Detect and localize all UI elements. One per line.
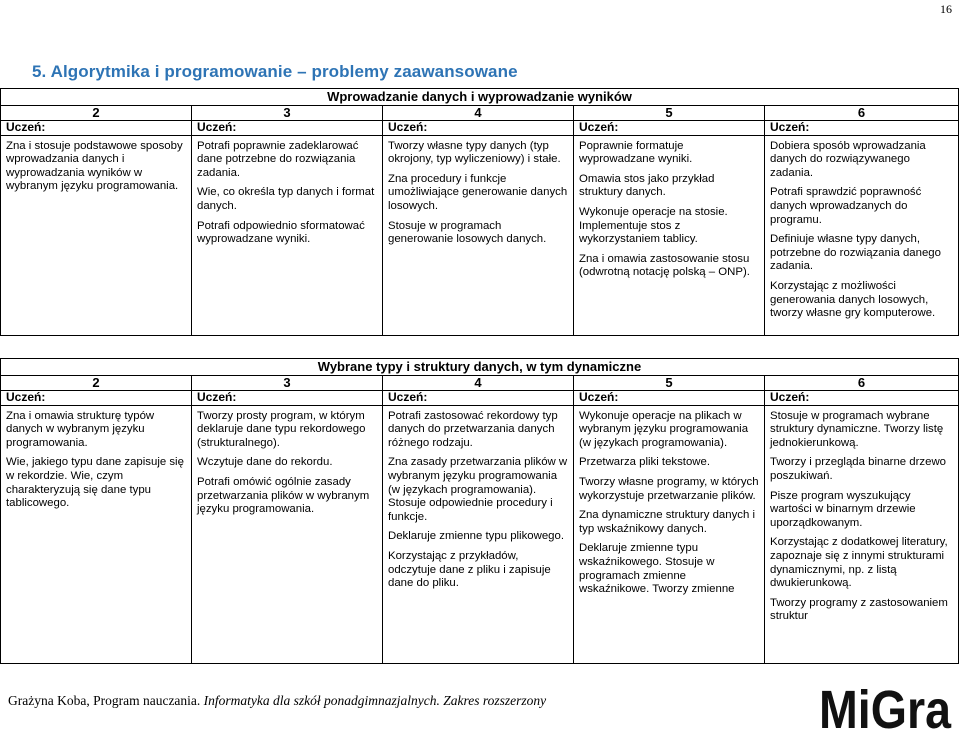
grade-header: 5 [574,105,765,120]
grade-header: 2 [1,105,192,120]
grade-header: 5 [574,375,765,390]
grade-header: 6 [765,375,959,390]
requirement-text: Zna zasady przetwarzania plików w wybranym języku programowania (w językach programowania). Stosuje odpowiednie procedury i funkcje. [388,456,568,523]
requirement-text: Potrafi omówić ogólnie zasady przetwarzania plików w wybranym języku programowania. [197,475,370,516]
requirement-text: Tworzy prosty program, w którym deklaruje dane typu rekordowego (strukturalnego). [197,409,366,449]
requirement-text: Wykonuje operacje na plikach w wybranym języku programowania (w językach programowania). [579,409,749,449]
student-label: Uczeń: [765,120,959,135]
logo-text: MiGra [819,680,952,737]
requirement-cell-grade-6 [765,405,959,663]
requirement-cell-grade-4 [383,135,574,335]
footer-title: Informatyka dla szkół ponadgimnazjalnych. Zakres rozszerzony [203,693,547,708]
student-label: Uczeń: [383,120,574,135]
requirement-cell-grade-2 [1,405,192,663]
grade-header: 3 [192,105,383,120]
requirement-text: Poprawnie formatuje wyprowadzane wyniki. [579,139,693,166]
requirement-text: Tworzy własne typy danych (typ okrojony, typ wyliczeniowy) i stałe. [388,139,561,166]
student-label: Uczeń: [1,390,192,405]
requirement-text: Wykonuje operacje na stosie. Implementuje stos z wykorzystaniem tablicy. [579,205,728,246]
student-label: Uczeń: [192,390,383,405]
student-label: Uczeń: [574,120,765,135]
migra-logo [818,680,952,737]
table-input-output [0,88,959,336]
student-label: Uczeń: [383,390,574,405]
requirement-text: Omawia stos jako przykład struktury danych. [579,172,715,199]
grade-header: 4 [383,105,574,120]
requirement-text: Potrafi sprawdzić poprawność danych wprowadzanych do programu. [770,186,922,226]
footer-citation [8,693,546,709]
requirement-text: Deklaruje zmienne typu wskaźnikowego. Stosuje w programach zmienne wskaźnikowe. Tworzy zmienne [579,542,735,596]
requirement-text: Wczytuje dane do rekordu. [197,456,333,469]
requirement-cell-grade-5 [574,135,765,335]
requirement-text: Definiuje własne typy danych, potrzebne do rozwiązania danego zadania. [770,233,941,273]
student-label: Uczeń: [1,120,192,135]
grade-header: 2 [1,375,192,390]
requirement-text: Wie, co określa typ danych i format danych. [197,186,375,212]
requirement-cell-grade-2 [1,135,192,335]
student-label: Uczeń: [192,120,383,135]
requirement-text: Tworzy i przegląda binarne drzewo poszukiwań. [770,456,947,482]
grade-header: 4 [383,375,574,390]
requirement-text: Potrafi poprawnie zadeklarować dane potrzebne do rozwiązania zadania. [197,139,359,179]
student-label: Uczeń: [765,390,959,405]
requirement-text: Tworzy programy z zastosowaniem struktur [770,596,948,623]
requirement-cell-grade-6 [765,135,959,335]
requirement-text: Potrafi zastosować rekordowy typ danych do przetwarzania danych różnego rodzaju. [388,409,558,449]
requirement-text: Deklaruje zmienne typu plikowego. [388,530,565,543]
requirement-text: Potrafi odpowiednio sformatować wyprowadzane wyniki. [197,219,365,246]
section-title: 5. Algorytmika i programowanie – problemy zaawansowane [32,62,518,81]
requirement-text: Korzystając z możliwości generowania danych losowych, tworzy własne gry komputerowe. [770,279,936,320]
table-data-structures [0,358,959,664]
requirement-text: Zna i stosuje podstawowe sposoby wprowadzania danych i wyprowadzania wyników w wybranym języku programowania. [6,139,183,193]
requirement-text: Zna i omawia zastosowanie stosu (odwrotną notację polską – ONP). [579,252,750,279]
requirement-text: Zna dynamiczne struktury danych i typ wskaźnikowy danych. [579,509,755,535]
requirement-text: Korzystając z przykładów, odczytuje dane z pliku i zapisuje dane do pliku. [388,549,551,590]
requirement-text: Zna procedury i funkcje umożliwiające generowanie danych losowych. [388,172,568,212]
grade-header: 3 [192,375,383,390]
requirement-text: Tworzy własne programy, w których wykorzystuje przetwarzanie plików. [579,475,759,502]
page-number: 16 [940,2,952,16]
requirement-text: Stosuje w programach wybrane struktury dynamiczne. Tworzy listę jednokierunkową. [770,409,944,449]
table-title: Wybrane typy i struktury danych, w tym dynamiczne [1,359,959,376]
footer-author: Grażyna Koba, Program nauczania. [8,693,204,708]
requirement-text: Pisze program wyszukujący wartości w binarnym drzewie uporządkowanym. [770,489,916,529]
requirement-text: Wie, jakiego typu dane zapisuje się w rekordzie. Wie, czym charakteryzują się dane typu tablicowego. [6,456,184,510]
table-title: Wprowadzanie danych i wyprowadzanie wyników [1,89,959,106]
student-label: Uczeń: [574,390,765,405]
requirement-cell-grade-5 [574,405,765,663]
grade-header: 6 [765,105,959,120]
requirement-cell-grade-4 [383,405,574,663]
requirement-text: Dobiera sposób wprowadzania danych do rozwiązywanego zadania. [770,139,926,179]
requirement-cell-grade-3 [192,405,383,663]
requirement-text: Zna i omawia strukturę typów danych w wybranym języku programowania. [6,409,155,449]
requirement-text: Korzystając z dodatkowej literatury, zapoznaje się z innymi strukturami dynamicznymi, np. z listą dwukierunkową. [770,536,948,590]
requirement-text: Przetwarza pliki tekstowe. [579,456,711,469]
requirement-cell-grade-3 [192,135,383,335]
requirement-text: Stosuje w programach generowanie losowych danych. [388,219,547,246]
